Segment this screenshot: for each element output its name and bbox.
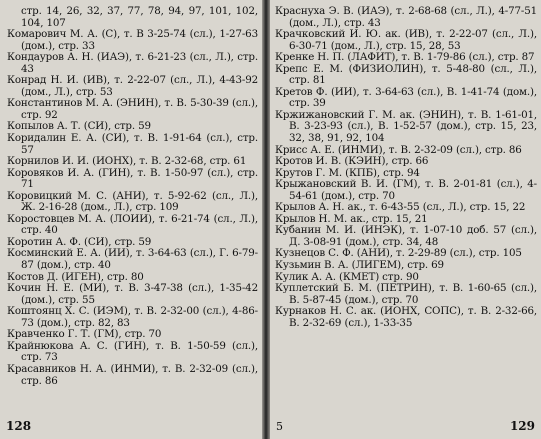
index-entry: Кубанин М. И. (ИНЭК), т. 1-07-10 доб. 57 (сл.), Д. 3-08-91 (дом.), стр. 34, 48 xyxy=(275,224,537,248)
index-entry: Косминский Е. А. (ИИ), т. 3-64-63 (сл.), Г. 6-79-87 (дом.), стр. 40 xyxy=(7,247,258,272)
index-entry: Костов Д. (ИГЕН), стр. 80 xyxy=(7,270,144,283)
index-entry: Кузнецов С. Ф. (АНИ), т. 2-29-89 (сл.), стр. 105 xyxy=(275,247,522,260)
index-entry: Константинов М. А. (ЭНИН), т. В. 5-30-39 (сл.), стр. 92 xyxy=(7,97,258,121)
index-entry: Кротов И. В. (КЭИН), стр. 66 xyxy=(275,155,429,168)
index-entry: Коровяков И. А. (ГИН), т. В. 1-50-97 (сл.), стр. 71 xyxy=(7,166,258,191)
index-entry: Куплетский Б. М. (ПЕТРИН), т. В. 1-60-65 (сл.), В. 5-87-45 (дом.), стр. 70 xyxy=(275,282,537,306)
signature-mark: 5 xyxy=(276,420,283,433)
index-entry: Кондауров А. Н. (ИАЭ), т. 6-21-23 (сл., Л.), стр. 43 xyxy=(7,51,258,75)
index-entry: Коростовцев М. А. (ЛОИИ), т. 6-21-74 (сл., Л.), стр. 40 xyxy=(7,212,258,237)
index-entry: Крыжановский В. И. (ГМ), т. В. 2-01-81 (сл.), 4-54-61 (дом.), стр. 70 xyxy=(275,178,537,202)
index-entry: Комарович М. А. (С), т. В 3-25-74 (сл.), 1-27-63 (дом.), стр. 33 xyxy=(7,28,258,52)
index-entry: Конрад Н. И. (ИВ), т. 2-22-07 (сл., Л.), 4-43-92 (дом., Л.), стр. 53 xyxy=(7,74,258,98)
index-entry: Кузьмин В. А. (ЛИГЕМ), стр. 69 xyxy=(275,259,444,272)
page-number-left: 128 xyxy=(6,419,32,433)
index-entry: Кренке Н. П. (ЛАФИТ), т. В. 1-79-86 (сл.), стр. 87 xyxy=(275,51,535,64)
index-entry: Курнаков Н. С. ак. (ИОНХ, СОПС), т. В. 2-32-66, В. 2-32-69 (сл.), 1-33-35 xyxy=(275,305,537,329)
index-entry: Корнилов И. И. (ИОНХ), т. В. 2-32-68, стр. 61 xyxy=(7,155,247,168)
index-entry: Краснуха Э. В. (ИАЭ), т. 2-68-68 (сл., Л.), 4-77-51 (дом., Л.), стр. 43 xyxy=(275,5,537,29)
right-index-column xyxy=(275,6,537,329)
index-entry: Коровицкий М. С. (АНИ), т. 5-92-62 (сл., Л.), Ж. 2-16-28 (дом., Л.), стр. 109 xyxy=(7,189,258,214)
index-entry: Копылов А. Т. (СИ), стр. 59 xyxy=(7,120,151,133)
book-gutter xyxy=(262,0,270,439)
left-page xyxy=(0,0,262,439)
index-entry: Крутов Г. М. (КПБ), стр. 94 xyxy=(275,166,420,179)
index-entry: Крепс Е. М. (ФИЗИОЛИН), т. 5-48-80 (сл., Л.), стр. 81 xyxy=(275,62,537,87)
index-entry: Коротин А. Ф. (СИ), стр. 59 xyxy=(7,235,152,248)
left-index-column xyxy=(7,6,258,387)
index-entry: Крачковский И. Ю. ак. (ИВ), т. 2-22-07 (сл., Л.), 6-30-71 (дом., Л.), стр. 15, 28, 53 xyxy=(275,28,537,52)
index-entry: Крисс А. Е. (ИНМИ), т. В. 2-32-09 (сл.), стр. 86 xyxy=(275,143,522,156)
index-entry: Крайнюкова А. С. (ГИН), т. В. 1-50-59 (сл.), стр. 73 xyxy=(7,339,258,364)
index-entry: Крылов А. Н. ак., т. 6-43-55 (сл., Л.), стр. 15, 22 xyxy=(275,201,526,214)
index-entry: стр. 14, 26, 32, 37, 77, 78, 94, 97, 101, 102, 104, 107 xyxy=(21,5,258,29)
index-entry: Кретов Ф. (ИИ), т. 3-64-63 (сл.), В. 1-41-74 (дом.), стр. 39 xyxy=(275,85,537,110)
index-entry: Коридалин Е. А. (СИ), т. В. 1-91-64 (сл.), стр. 57 xyxy=(7,132,258,156)
index-entry: Кржижановский Г. М. ак. (ЭНИН), т. В. 1-61-01, В. 3-23-93 (сл.), В. 1-52-57 (дом.), стр. 15, 23, 32, 38, 91, 92, 104 xyxy=(275,108,537,145)
right-page xyxy=(270,0,541,439)
index-entry: Красавников Н. А. (ИНМИ), т. В. 2-32-09 (сл.), стр. 86 xyxy=(7,362,258,387)
index-entry: Крылов Н. М. ак., стр. 15, 21 xyxy=(275,212,428,225)
page-number-right: 129 xyxy=(509,419,535,433)
index-entry: Коштоянц Х. С. (ИЭМ), т. В. 2-32-00 (сл.), 4-86-73 (дом.), стр. 82, 83 xyxy=(7,305,258,329)
index-entry: Кравченко Г. Т. (ГМ), стр. 70 xyxy=(7,328,162,341)
index-entry: Кочин Н. Е. (МИ), т. В. 3-47-38 (сл.), 1-35-42 (дом.), стр. 55 xyxy=(7,282,258,306)
index-entry: Кулик А. А. (КМЕТ) стр. 90 xyxy=(275,270,419,283)
